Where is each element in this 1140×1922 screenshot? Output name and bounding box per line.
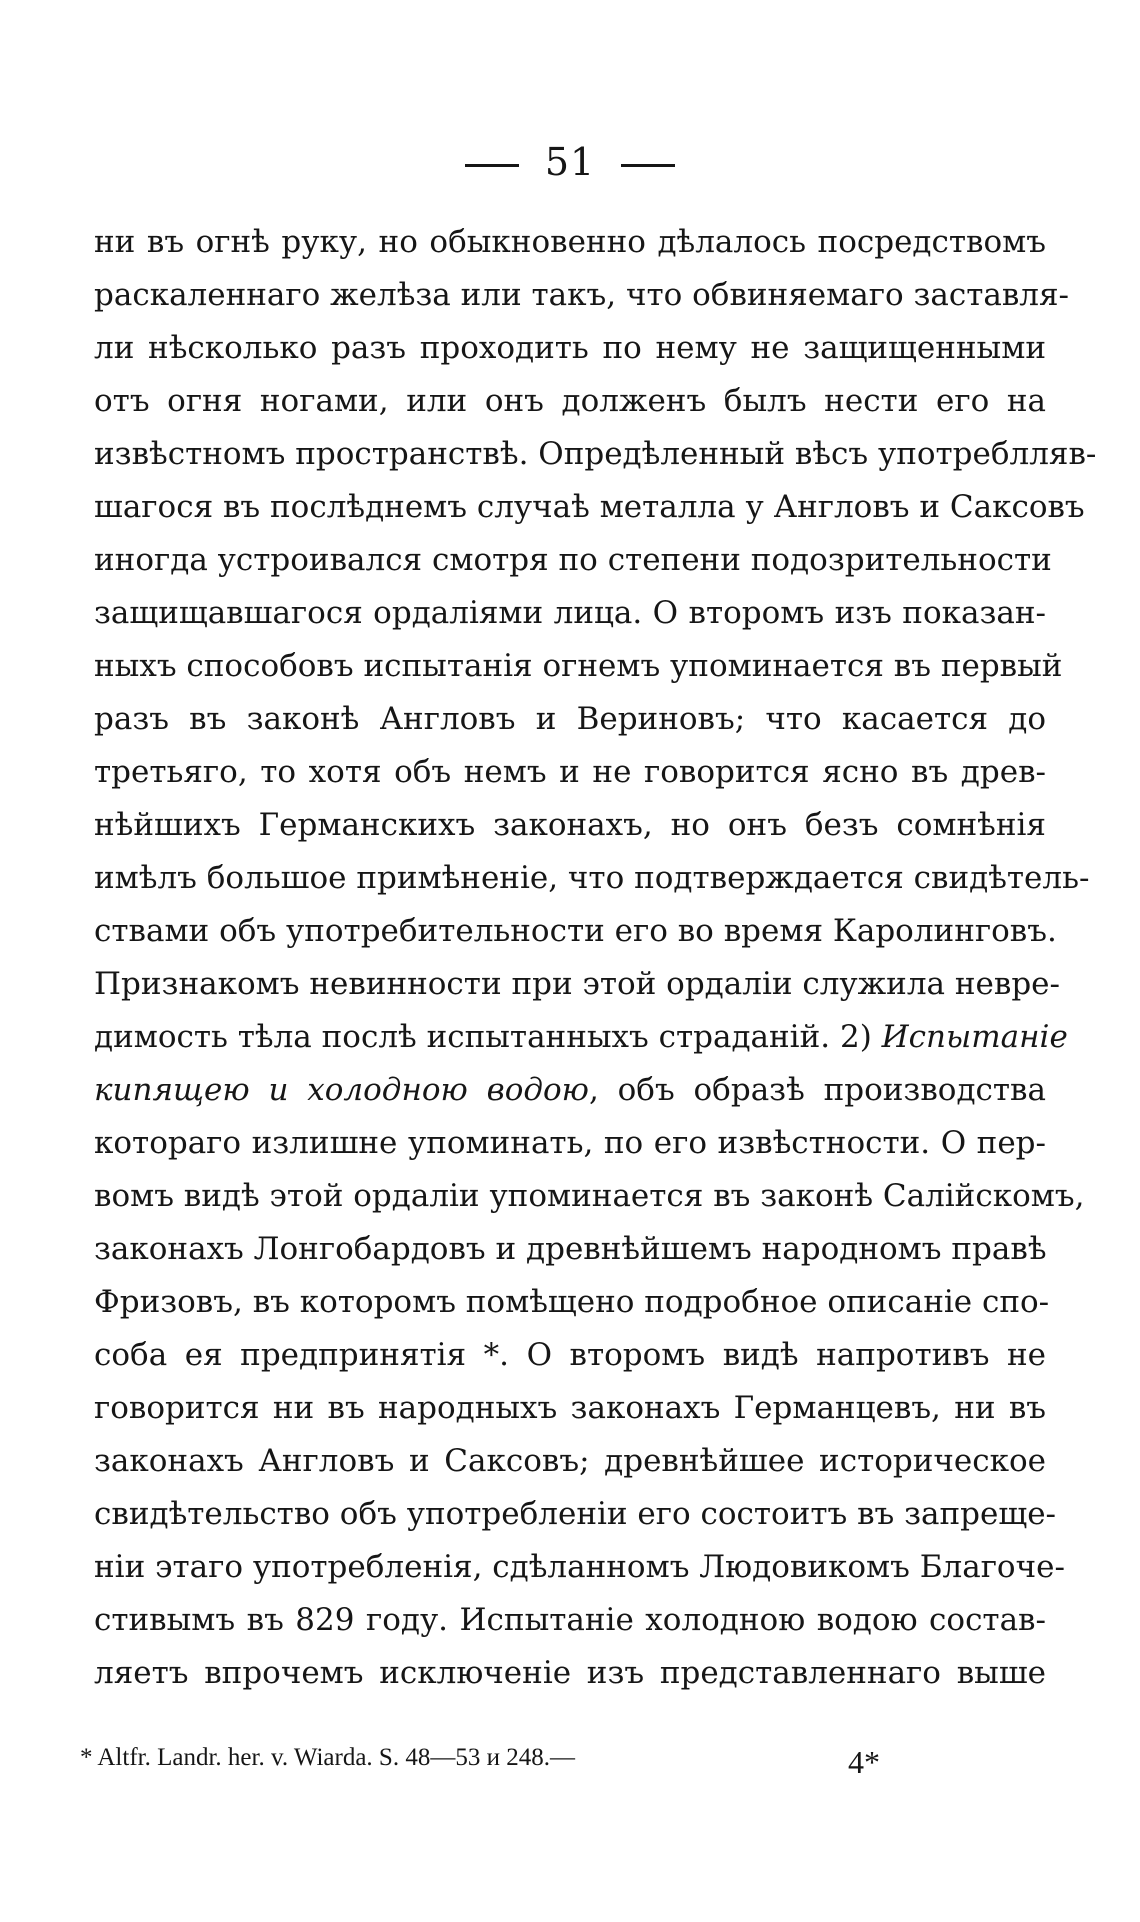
text-line: стивымъ въ 829 году. Испытаніе холодною водою состав- xyxy=(94,1602,1046,1638)
text-line: третьяго, то хотя объ немъ и не говорится ясно въ древ- xyxy=(94,754,1046,790)
text-line: ствами объ употребительности его во время Каролинговъ. xyxy=(94,913,1057,949)
text-line: ніи этаго употребленія, сдѣланномъ Людовикомъ Благоче- xyxy=(94,1549,1065,1585)
text-line: нѣйшихъ Германскихъ законахъ, но онъ безъ сомнѣнія xyxy=(94,807,1046,843)
page-number-value: 51 xyxy=(544,140,596,184)
text-line: соба ея предпринятія *. О второмъ видѣ напротивъ не xyxy=(94,1337,1046,1373)
text-line: говорится ни въ народныхъ законахъ Германцевъ, ни въ xyxy=(94,1390,1046,1426)
text-line: шагося въ послѣднемъ случаѣ металла у Англовъ и Саксовъ xyxy=(94,489,1085,525)
text-line: защищавшагося ордаліями лица. О второмъ изъ показан- xyxy=(94,595,1046,631)
text-line: иногда устроивался смотря по степени подозрительности xyxy=(94,542,1052,578)
text-line: Признакомъ невинности при этой ордаліи служила невре- xyxy=(94,966,1060,1002)
left-dash xyxy=(465,164,519,167)
right-dash xyxy=(621,164,675,167)
text-line: вомъ видѣ этой ордаліи упоминается въ законѣ Салійскомъ, xyxy=(94,1178,1085,1214)
line-16-italic: Испытаніе xyxy=(881,1019,1068,1055)
text-line: свидѣтельство объ употребленіи его состоитъ въ запреще- xyxy=(94,1496,1057,1532)
text-line: ляетъ впрочемъ исключеніе изъ представленнаго выше xyxy=(94,1655,1046,1691)
text-line: законахъ Англовъ и Саксовъ; древнѣйшее историческое xyxy=(94,1443,1046,1479)
text-line: котораго излишне упоминать, по его извѣстности. О пер- xyxy=(94,1125,1046,1161)
text-line: отъ огня ногами, или онъ долженъ былъ нести его на xyxy=(94,383,1046,419)
footnote: * Altfr. Landr. her. v. Wiarda. S. 48—53 и 248.— xyxy=(80,1744,575,1771)
page-number xyxy=(0,134,1140,190)
text-line-with-italic xyxy=(94,1064,1046,1117)
text-line: извѣстномъ пространствѣ. Опредѣленный вѣсъ употреблляв- xyxy=(94,436,1097,472)
text-line: раскаленнаго желѣза или такъ, что обвиняемаго заставля- xyxy=(94,277,1070,313)
text-line: Фризовъ, въ которомъ помѣщено подробное описаніе спо- xyxy=(94,1284,1050,1320)
text-line: законахъ Лонгобардовъ и древнѣйшемъ народномъ правѣ xyxy=(94,1231,1047,1267)
text-line: ли нѣсколько разъ проходить по нему не защищенными xyxy=(94,330,1046,366)
text-line: разъ въ законѣ Англовъ и Вериновъ; что касается до xyxy=(94,701,1046,737)
text-line-with-italic xyxy=(94,1011,1068,1064)
text-line: ни въ огнѣ руку, но обыкновенно дѣлалось посредствомъ xyxy=(94,224,1046,260)
text-line: ныхъ способовъ испытанія огнемъ упоминается въ первый xyxy=(94,648,1063,684)
line-16-plain: димость тѣла послѣ испытанныхъ страданій. 2) xyxy=(94,1019,882,1055)
body-text xyxy=(94,216,1097,1700)
line-17-plain: , объ образѣ производства xyxy=(588,1072,1046,1108)
text-line: имѣлъ большое примѣненіе, что подтверждается свидѣтель- xyxy=(94,860,1090,896)
line-17-italic: кипящею и холодною водою xyxy=(94,1072,589,1108)
signature-mark: 4* xyxy=(848,1744,880,1780)
